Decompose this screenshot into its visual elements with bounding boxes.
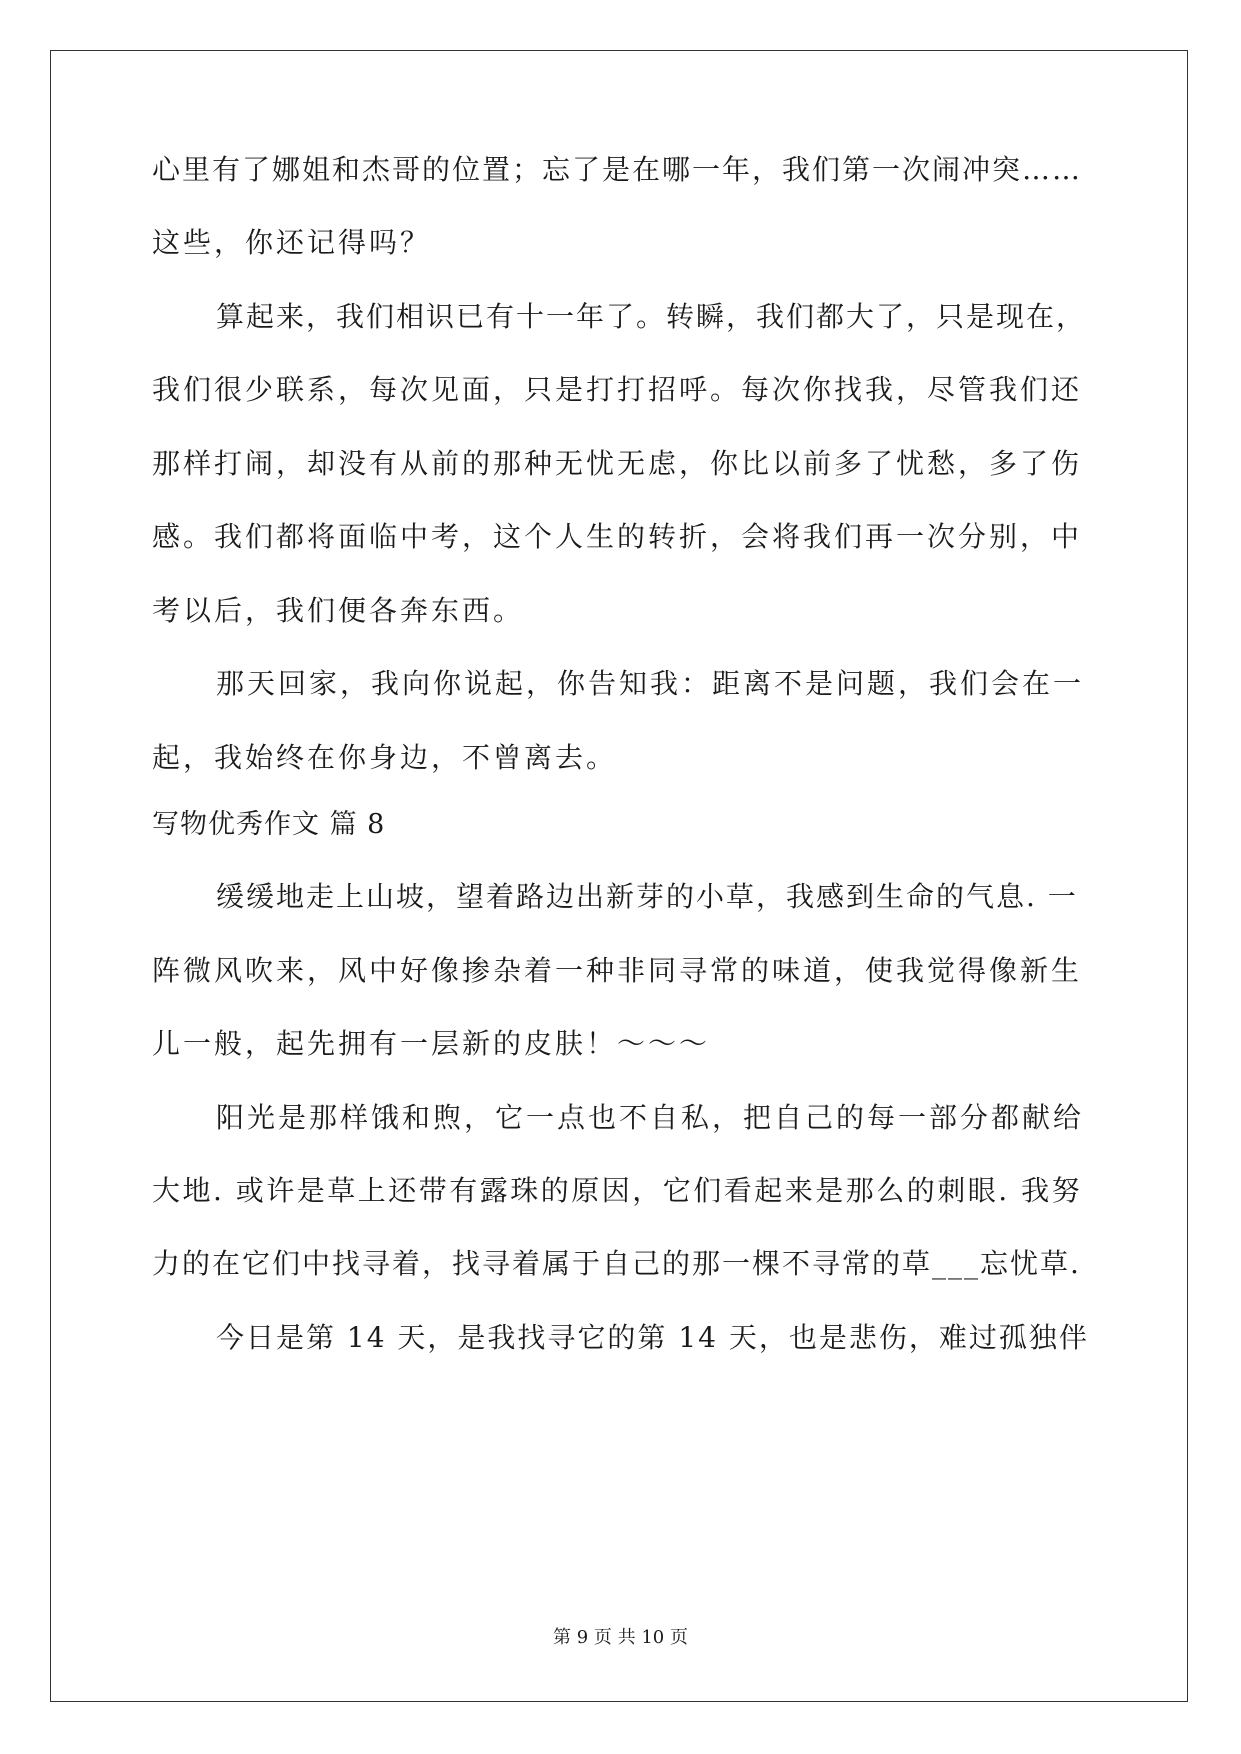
paragraph-line: 感。我们都将面临中考，这个人生的转折，会将我们再一次分别，中 xyxy=(152,520,1083,553)
paragraph-line: 我们很少联系，每次见面，只是打打招呼。每次你找我，尽管我们还 xyxy=(152,373,1083,406)
paragraph-line: 儿一般，起先拥有一层新的皮肤！～～～ xyxy=(152,1027,711,1060)
paragraph-line: 起，我始终在你身边，不曾离去。 xyxy=(152,741,618,774)
paragraph-line: 阵微风吹来，风中好像掺杂着一种非同寻常的味道，使我觉得像新生 xyxy=(152,954,1083,987)
page-number-footer: 第 9 页 共 10 页 xyxy=(553,1627,688,1648)
paragraph-line: 力的在它们中找寻着，找寻着属于自己的那一棵不寻常的草___忘忧草. xyxy=(152,1247,1081,1280)
paragraph-line: 阳光是那样饿和煦，它一点也不自私，把自己的每一部分都献给 xyxy=(216,1101,1085,1134)
paragraph-line: 缓缓地走上山坡，望着路边出新芽的小草，我感到生命的气息. 一 xyxy=(216,880,1078,913)
section-heading: 写物优秀作文 篇 8 xyxy=(152,809,386,840)
paragraph-line: 今日是第 14 天，是我找寻它的第 14 天，也是悲伤，难过孤独伴 xyxy=(216,1321,1089,1354)
paragraph-line: 那天回家，我向你说起，你告知我：距离不是问题，我们会在一 xyxy=(216,667,1085,700)
paragraph-line: 心里有了娜姐和杰哥的位置；忘了是在哪一年，我们第一次闹冲突…… xyxy=(152,153,1083,186)
paragraph-line: 大地. 或许是草上还带有露珠的原因，它们看起来是那么的刺眼. 我努 xyxy=(152,1174,1083,1207)
paragraph-line: 算起来，我们相识已有十一年了。转瞬，我们都大了，只是现在， xyxy=(216,300,1087,333)
paragraph-line: 考以后，我们便各奔东西。 xyxy=(152,594,525,627)
paragraph-line: 那样打闹，却没有从前的那种无忧无虑，你比以前多了忧愁，多了伤 xyxy=(152,447,1083,480)
paragraph-line: 这些，你还记得吗？ xyxy=(152,226,432,259)
